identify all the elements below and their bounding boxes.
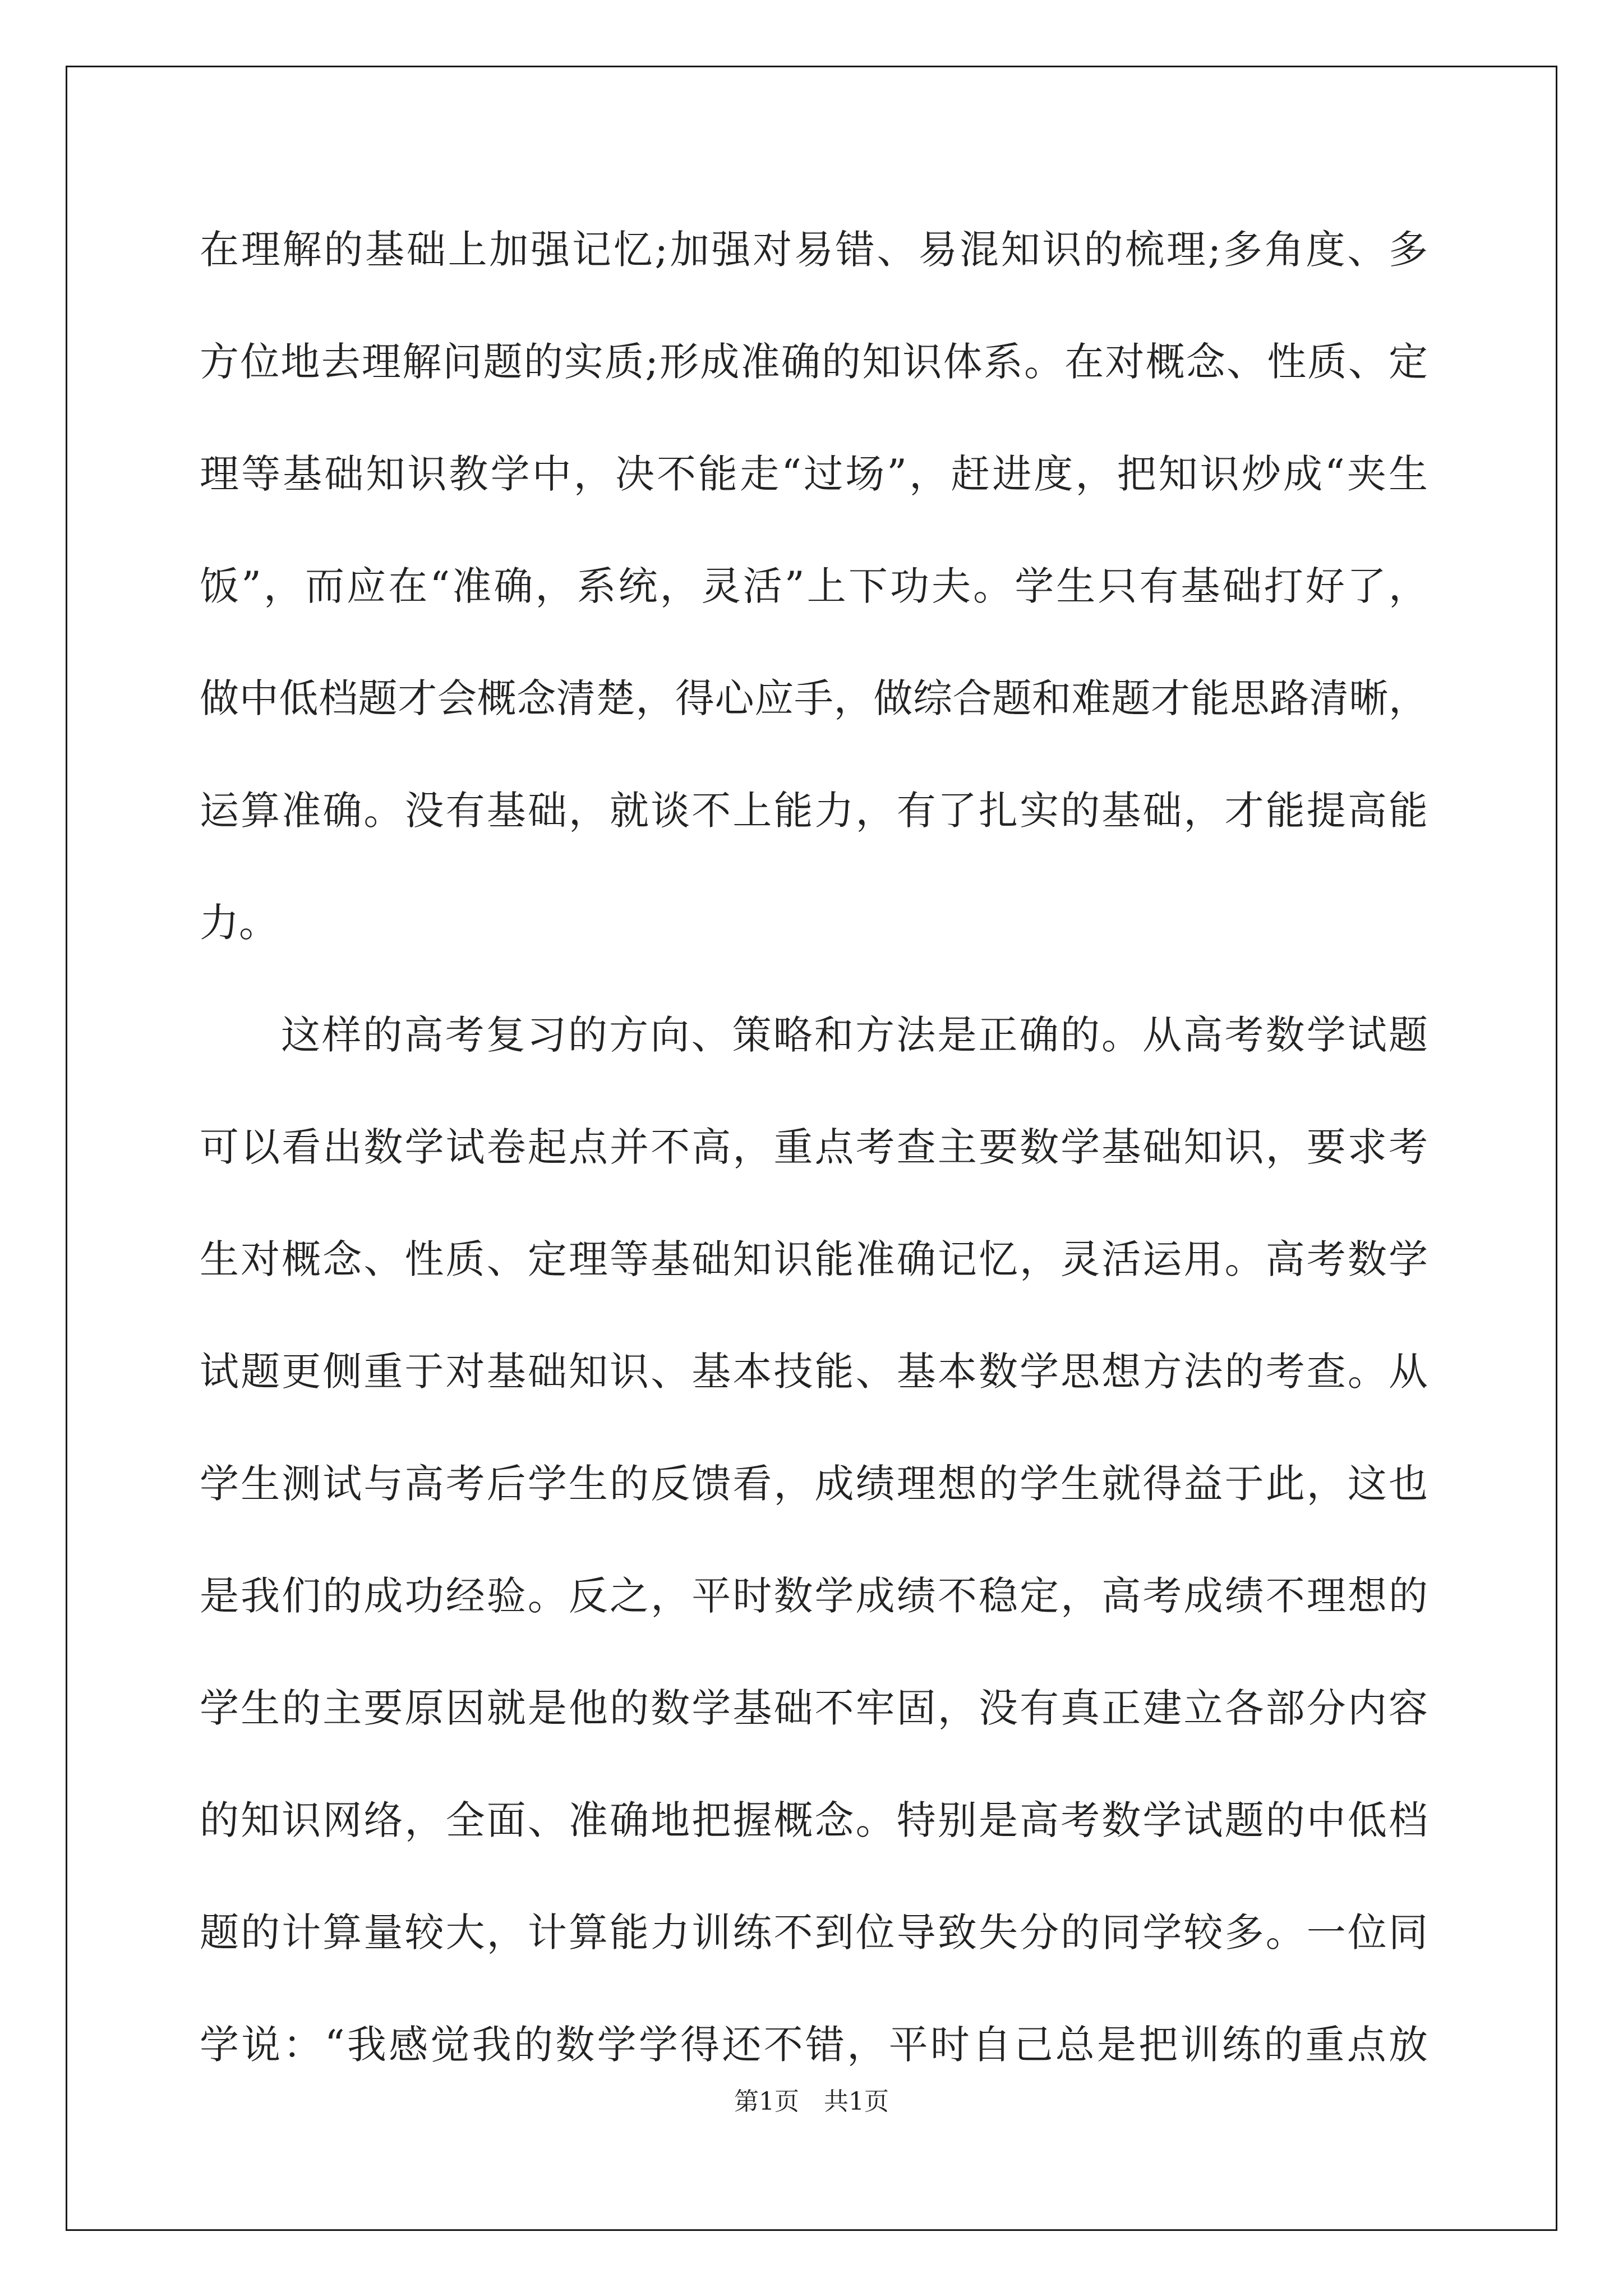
text-line: 在理解的基础上加强记忆;加强对易错、易混知识的梳理;多角度、多: [200, 227, 1428, 273]
text-line: 这样的高考复习的方向、策略和方法是正确的。从高考数学试题: [281, 1012, 1428, 1058]
text-line: 学说：“我感觉我的数学学得还不错，平时自己总是把训练的重点放: [200, 2022, 1428, 2068]
text-line: 运算准确。没有基础，就谈不上能力，有了扎实的基础，才能提高能: [200, 788, 1428, 834]
text-line: 学生的主要原因就是他的数学基础不牢固，没有真正建立各部分内容: [200, 1685, 1428, 1731]
text-line: 是我们的成功经验。反之，平时数学成绩不稳定，高考成绩不理想的: [200, 1573, 1428, 1619]
text-line: 方位地去理解问题的实质;形成准确的知识体系。在对概念、性质、定: [200, 339, 1428, 385]
page-footer: 第1页 共1页: [734, 2087, 889, 2116]
text-line: 生对概念、性质、定理等基础知识能准确记忆，灵活运用。高考数学: [200, 1236, 1428, 1282]
text-line: 题的计算量较大，计算能力训练不到位导致失分的同学较多。一位同: [200, 1910, 1428, 1955]
text-line: 学生测试与高考后学生的反馈看，成绩理想的学生就得益于此，这也: [200, 1461, 1428, 1507]
text-line: 的知识网络，全面、准确地把握概念。特别是高考数学试题的中低档: [200, 1797, 1428, 1843]
text-line: 可以看出数学试卷起点并不高，重点考查主要数学基础知识，要求考: [200, 1124, 1428, 1170]
text-line: 饭”，而应在“准确，系统，灵活”上下功夫。学生只有基础打好了，: [200, 563, 1428, 609]
text-line: 理等基础知识教学中，决不能走“过场”，赶进度，把知识炒成“夹生: [200, 451, 1428, 497]
text-line: 试题更侧重于对基础知识、基本技能、基本数学思想方法的考查。从: [200, 1349, 1428, 1395]
text-line: 力。: [200, 900, 278, 946]
text-line: 做中低档题才会概念清楚，得心应手，做综合题和难题才能思路清晰，: [200, 675, 1428, 721]
